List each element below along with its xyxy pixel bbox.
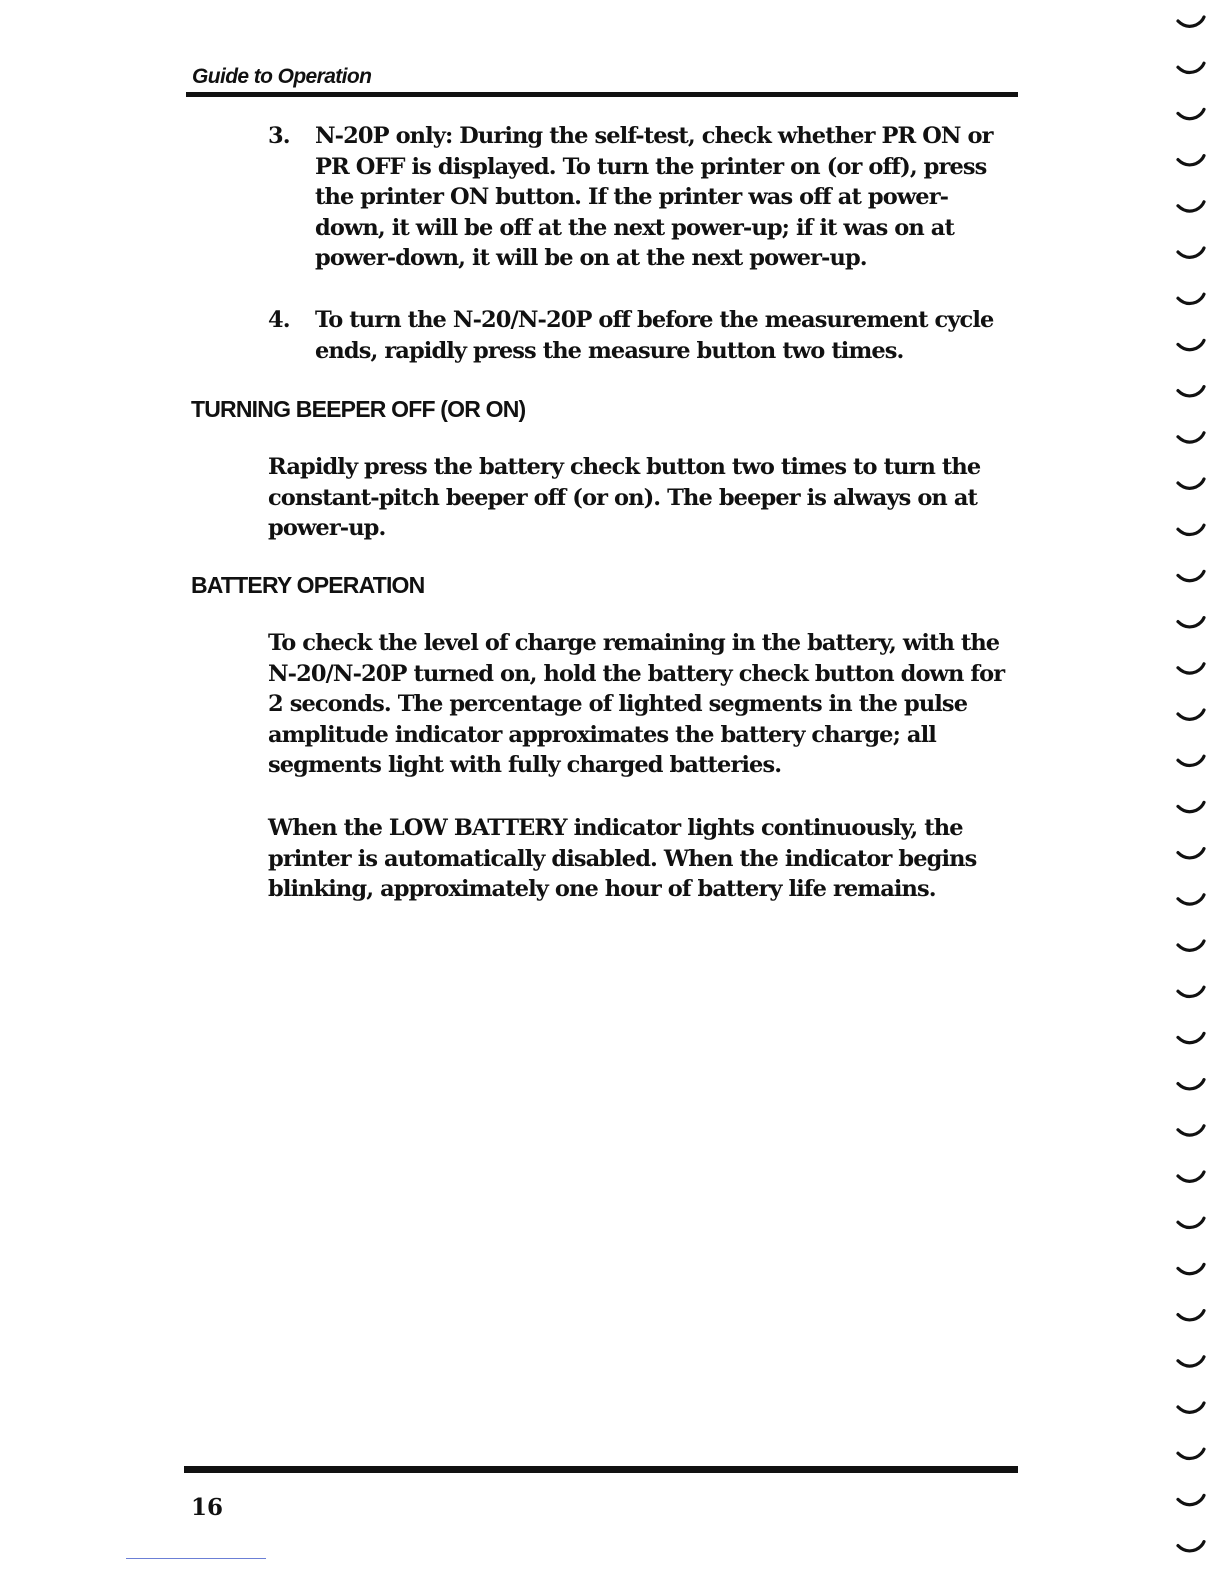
step-number: 4. [268, 307, 290, 333]
binding-loop [1178, 1264, 1204, 1273]
binding-loop [1178, 479, 1204, 488]
step-3 [268, 121, 1008, 274]
scan-edge-line [126, 1558, 266, 1559]
binding-loop [1178, 895, 1204, 904]
binding-loop [1178, 1449, 1204, 1458]
binding-loop [1178, 987, 1204, 996]
binding-loop [1178, 202, 1204, 211]
running-header [186, 62, 1018, 98]
binding-loop [1178, 1542, 1204, 1551]
binding-loop [1178, 525, 1204, 534]
binding-loop [1178, 63, 1204, 72]
binding-loop [1178, 294, 1204, 303]
binding-loop [1178, 1172, 1204, 1181]
binding-loop [1178, 156, 1204, 165]
header-title: Guide to Operation [192, 65, 372, 88]
step-text: To turn the N-20/N-20P off before the measurement cycle ends, rapidly press the measure button two times. [315, 307, 994, 364]
low-battery-paragraph: When the LOW BATTERY indicator lights continuously, the printer is automatically disabled. When the indicator begins blinking, approximately one hour of battery life remains. [268, 815, 977, 902]
binding-loop [1178, 109, 1204, 118]
section-heading-beeper: TURNING BEEPER OFF (OR ON) [191, 396, 526, 422]
binding-loop [1178, 756, 1204, 765]
step-number: 3. [268, 123, 290, 149]
binding-loop [1178, 340, 1204, 349]
binding-loop [1178, 248, 1204, 257]
binding-loop [1178, 387, 1204, 396]
section-heading-battery: BATTERY OPERATION [191, 572, 425, 598]
binding-loop [1178, 1218, 1204, 1227]
binding-loop [1178, 664, 1204, 673]
binding-loop [1178, 1126, 1204, 1135]
binding-loop [1178, 1033, 1204, 1042]
binding-loop [1178, 433, 1204, 442]
binding-loop [1178, 618, 1204, 627]
binding-loop [1178, 802, 1204, 811]
binding-loop [1178, 1357, 1204, 1366]
binding-loop [1178, 849, 1204, 858]
beeper-paragraph: Rapidly press the battery check button two times to turn the constant-pitch beeper off (or on). The beeper is always on at power-up. [268, 454, 981, 541]
battery-check-paragraph: To check the level of charge remaining in the battery, with the N-20/N-20P turned on, hold the battery check button down for 2 seconds. The percentage of lighted segments in the pulse amplitude indicator approximates the battery charge; all segments light with fully charged batteries. [268, 630, 1005, 778]
binding-loop [1178, 1495, 1204, 1504]
page-number: 16 [191, 1494, 224, 1521]
binding-loop [1178, 17, 1204, 26]
binding-loop [1178, 1311, 1204, 1320]
binding-loop [1178, 941, 1204, 950]
binding-loop [1178, 710, 1204, 719]
footer-rule [184, 1466, 1018, 1473]
spiral-binding [1114, 0, 1224, 1584]
binding-loop [1178, 1080, 1204, 1089]
step-4 [268, 305, 1008, 366]
step-text: N-20P only: During the self-test, check whether PR ON or PR OFF is displayed. To turn the printer on (or off), press the printer ON button. If the printer was off at power-down, it will be off at the next power-up; if it was on at power-down, it will be on at the next power-up. [315, 123, 993, 271]
binding-loop [1178, 1403, 1204, 1412]
header-rule [186, 92, 1018, 97]
spiral-binding-icon [1114, 0, 1224, 1584]
binding-loop [1178, 571, 1204, 580]
